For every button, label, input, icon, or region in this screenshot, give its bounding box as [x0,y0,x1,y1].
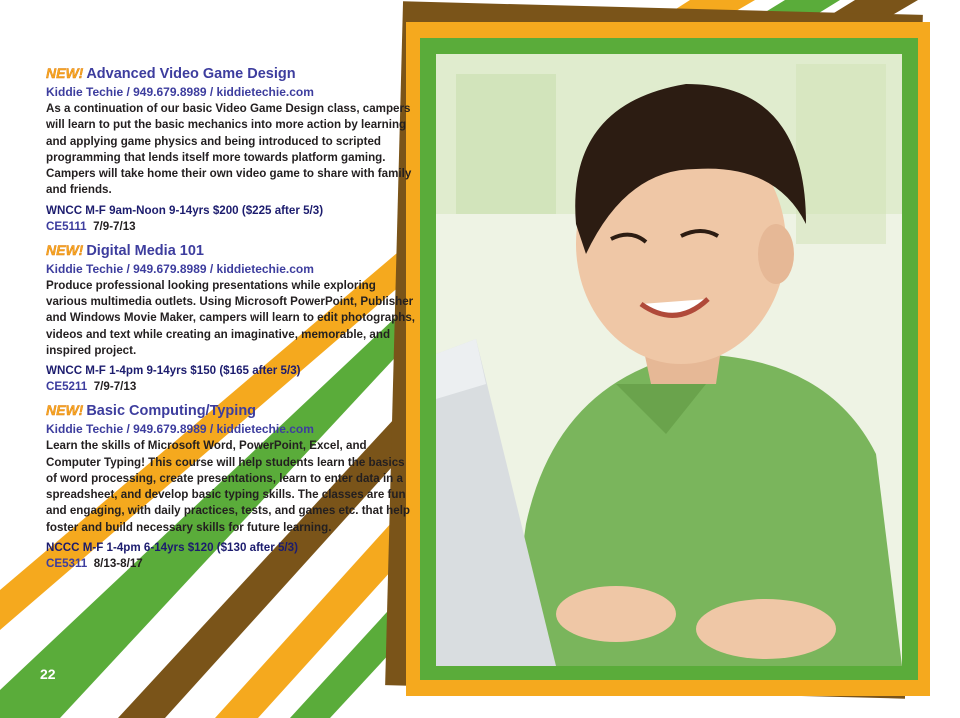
course-dates: 7/9-7/13 [93,380,137,394]
course-description: As a continuation of our basic Video Game Design class, campers will learn to put the basic mechanics into more action by learning and applying game physics and being introduced to scripted programming that lends itself more towards platform gaming. Campers will take home their own video game to share with family and friends. [46,102,412,197]
new-badge: NEW! [46,402,84,419]
course-title-text: Basic Computing/Typing [86,403,257,420]
course-provider: Kiddie Techie / 949.679.8989 / kiddietechie.com [46,85,314,99]
course-title [46,64,416,84]
new-badge: NEW! [46,241,84,258]
course-title-text: Digital Media 101 [86,242,204,259]
course-dates: 8/13-8/17 [93,557,143,571]
course-code-line [46,219,416,235]
course-listings [46,64,416,578]
page-number: 22 [40,666,56,682]
course-code-line [46,556,416,572]
course-description: Produce professional looking presentations while exploring various multimedia outlets. Using Microsoft PowerPoint, Publisher and Windows Movie Maker, campers will learn to edit photographs, videos and text while creating an imaginative, memorable, and inspired project. [46,278,416,357]
course-code: CE5311 [46,557,88,571]
course-advanced-video-game-design [46,64,416,235]
course-code: CE5211 [46,380,88,394]
course-basic-computing-typing [46,401,416,572]
new-badge: NEW! [46,65,84,81]
course-provider: Kiddie Techie / 949.679.8989 / kiddietechie.com [46,261,314,276]
course-schedule: WNCC M-F 9am-Noon 9-14yrs $200 ($225 after 5/3) [46,203,324,217]
course-title-text: Advanced Video Game Design [86,66,296,82]
course-schedule: WNCC M-F 1-4pm 9-14yrs $150 ($165 after 5/3) [46,364,301,378]
course-digital-media-101 [46,241,416,395]
course-dates: 7/9-7/13 [93,219,136,233]
course-provider: Kiddie Techie / 949.679.8989 / kiddietechie.com [46,422,314,437]
boy-at-laptop-photo [436,54,902,666]
course-title [46,401,416,421]
course-code-line [46,379,416,395]
course-code: CE5111 [46,219,87,233]
course-description: Learn the skills of Microsoft Word, PowerPoint, Excel, and Computer Typing! This course will help students learn the basics of word processing, create presentations, learn to enter data in a spreadsheet, and develop basic typing skills. The classes are fun and engaging, with daily practices, tests, and games etc. that help foster and build necessary skills for future learning. [46,439,411,534]
course-schedule: NCCC M-F 1-4pm 6-14yrs $120 ($130 after 5/3) [46,541,298,555]
photo-illustration [436,54,902,666]
course-title [46,241,416,261]
